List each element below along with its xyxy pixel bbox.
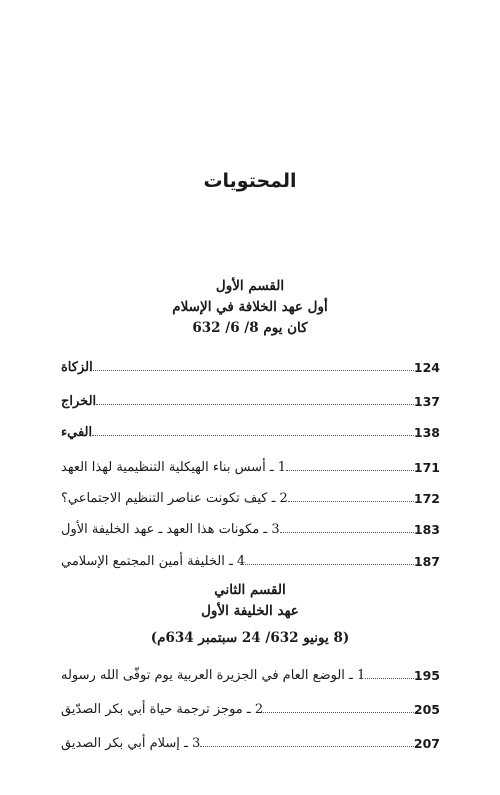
part1-date: كان يوم 8/ 6/ 632 [192, 320, 308, 336]
toc-entry-label: 3 ـ إسلام أبي بكر الصديق [61, 736, 201, 751]
toc-entry-p2-1[interactable] [58, 663, 444, 683]
part2-label: القسم الثاني [214, 582, 286, 598]
toc-entry-label: الفيء [61, 425, 93, 440]
toc-entry-label: الزكاة [61, 360, 93, 375]
toc-entry-label: 3 ـ مكونات هذا العهد ـ عهد الخليفة الأول [61, 522, 280, 537]
part1-label: القسم الأول [215, 278, 285, 294]
toc-entry-label: الخراج [61, 394, 97, 409]
dot-leader [92, 435, 414, 436]
part2-heading [0, 580, 500, 649]
toc-entry-label: 4 ـ الخليفة أمين المجتمع الإسلامي [61, 554, 246, 569]
toc-page-number: 137 [413, 394, 440, 409]
dot-leader [365, 678, 414, 679]
dot-leader [286, 470, 414, 471]
part2-title: عهد الخليفة الأول [201, 603, 299, 619]
toc-entry-label: 2 ـ كيف تكونت عناصر التنظيم الاجتماعي؟ [61, 491, 288, 506]
dot-leader [245, 564, 414, 565]
toc-entry-2[interactable] [58, 486, 444, 506]
dot-leader [288, 501, 414, 502]
part1-heading [0, 276, 500, 339]
toc-entry-p2-3[interactable] [58, 731, 444, 751]
toc-page-number: 172 [413, 491, 440, 506]
toc-entry-label: 1 ـ الوضع العام في الجزيرة العربية يوم توفّى الله رسوله [61, 668, 366, 683]
toc-entry-1[interactable] [58, 455, 444, 475]
toc-entry-4[interactable] [58, 549, 444, 569]
page-title: المحتويات [203, 170, 297, 192]
toc-page-number: 205 [413, 702, 440, 717]
toc-entry-3[interactable] [58, 517, 444, 537]
dot-leader [200, 746, 414, 747]
toc-entry-p2-2[interactable] [58, 697, 444, 717]
toc-page-number: 183 [413, 522, 440, 537]
dot-leader [280, 532, 414, 533]
toc-page-number: 171 [413, 460, 440, 475]
toc-page-number: 124 [413, 360, 440, 375]
dot-leader [96, 404, 414, 405]
toc-entry-fay[interactable] [58, 420, 444, 440]
toc-entry-kharaj[interactable] [58, 389, 444, 409]
part2-date: (8 يونيو 632/ 24 سبتمبر 634م) [150, 630, 350, 646]
toc-page-number: 207 [413, 736, 440, 751]
toc-entry-label: 1 ـ أسس بناء الهيكلية التنظيمية لهذا العهد [61, 460, 287, 475]
part1-title: أول عهد الخلافة في الإسلام [172, 299, 328, 315]
toc-entry-label: 2 ـ موجز ترجمة حياة أبي بكر الصدّيق [61, 702, 264, 717]
dot-leader [93, 370, 414, 371]
toc-page-number: 138 [413, 425, 440, 440]
toc-entry-zakat[interactable] [58, 355, 444, 375]
toc-page-number: 187 [413, 554, 440, 569]
toc-page-number: 195 [413, 668, 440, 683]
dot-leader [263, 712, 414, 713]
